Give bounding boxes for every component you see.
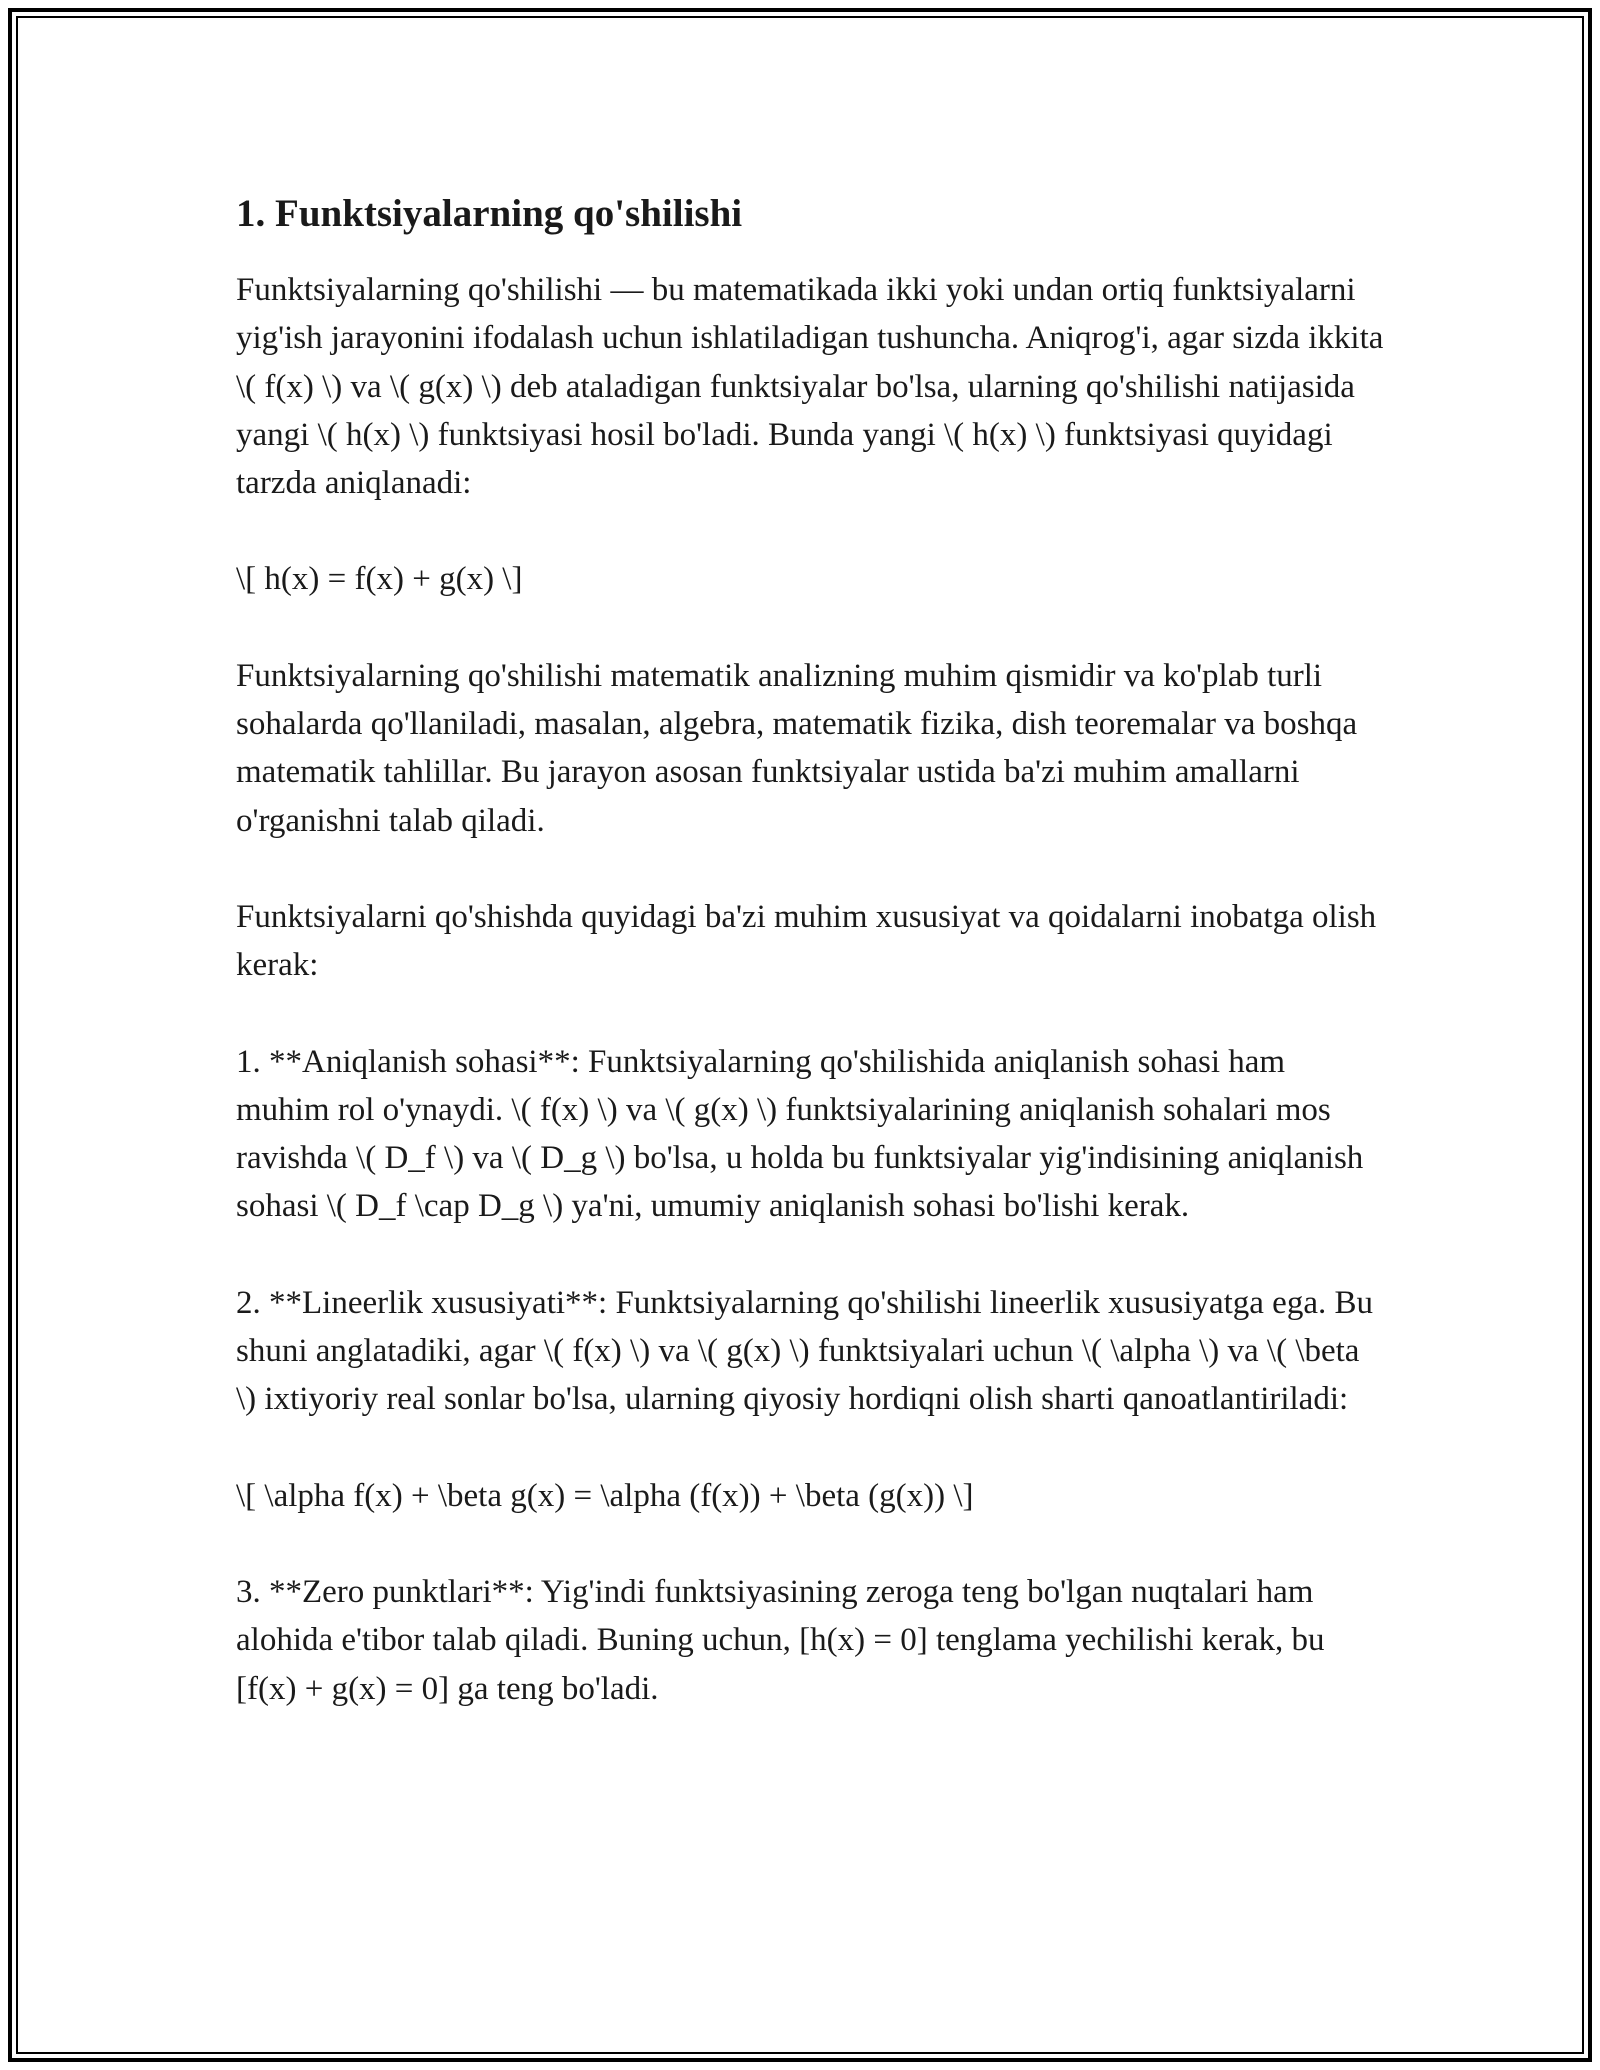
sum-equation: \[ h(x) = f(x) + g(x) \] (236, 561, 523, 598)
section-heading: 1. Funktsiyalarning qo'shilishi (236, 192, 743, 235)
linearity-property: 2. **Lineerlik xususiyati**: Funktsiyalarning qo'shilishi lineerlik xususiyatga ega. Bu shuni anglatadiki, agar \( f(x) \) va \( g(x) \) funktsiyalari uchun \( \alpha \) va \( \beta \) ixtiyoriy real sonlar bo'lsa, ularning qiyosiy hordiqni olish sharti qanoatlantiriladi: (236, 1284, 1373, 1418)
zero-points-property: 3. **Zero punktlari**: Yig'indi funktsiyasining zeroga teng bo'lgan nuqtalari ham alohida e'tibor talab qiladi. Buning uchun, [h(x) = 0] tenglama yechilishi kerak, bu [f(x) + g(x) = 0] ga teng bo'ladi. (236, 1573, 1325, 1707)
intro-paragraph: Funktsiyalarning qo'shilishi — bu matematikada ikki yoki undan ortiq funktsiyalarni yig'ish jarayonini ifodalash uchun ishlatiladigan tushuncha. Aniqrog'i, agar sizda ikkita \( f(x) \) va \( g(x) \) deb ataladigan funktsiyalar bo'lsa, ularning qo'shilishi natijasida yangi \( h(x) \) funktsiyasi hosil bo'ladi. Bunda yangi \( h(x) \) funktsiyasi quyidagi tarzda aniqlanadi: (236, 272, 1384, 502)
linearity-equation: \[ \alpha f(x) + \beta g(x) = \alpha (f(x)) + \beta (g(x)) \] (236, 1477, 974, 1514)
analysis-paragraph: Funktsiyalarning qo'shilishi matematik analizning muhim qismidir va ko'plab turli sohalarda qo'llaniladi, masalan, algebra, matematik fizika, dish teoremalar va boshqa matematik tahlillar. Bu jarayon asosan funktsiyalar ustida ba'zi muhim amallarni o'rganishni talab qiladi. (236, 657, 1358, 839)
document-body (236, 186, 1386, 1761)
properties-intro: Funktsiyalarni qo'shishda quyidagi ba'zi muhim xususiyat va qoidalarni inobatga olish kerak: (236, 898, 1377, 984)
domain-property: 1. **Aniqlanish sohasi**: Funktsiyalarning qo'shilishida aniqlanish sohasi ham muhim rol o'ynaydi. \( f(x) \) va \( g(x) \) funktsiyalarining aniqlanish sohalari mos ravishda \( D_f \) va \( D_g \) bo'lsa, u holda bu funktsiyalar yig'indisining aniqlanish sohasi \( D_f \cap D_g \) ya'ni, umumiy aniqlanish sohasi bo'lishi kerak. (236, 1043, 1364, 1225)
